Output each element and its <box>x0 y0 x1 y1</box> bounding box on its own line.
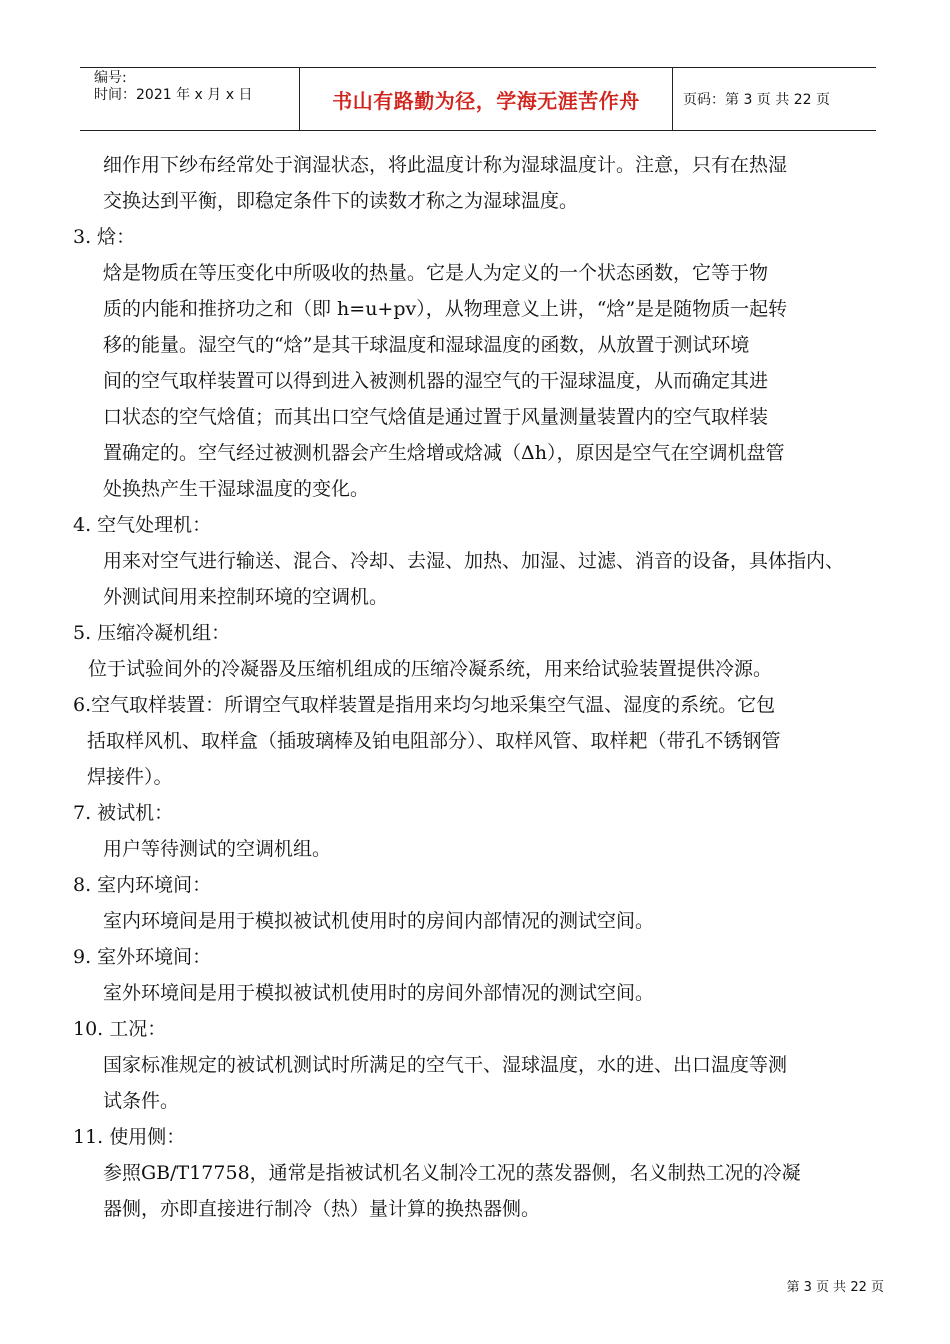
body-line: 括取样风机、取样盒（插玻璃棒及铂电阻部分）、取样风管、取样耙（带孔不锈钢管 <box>87 730 781 752</box>
page-header <box>80 67 876 131</box>
section-heading: 8. 室内环境间： <box>73 874 212 896</box>
body-line: 国家标准规定的被试机测试时所满足的空气干、湿球温度，水的进、出口温度等测 <box>103 1054 788 1076</box>
body-line: 参照GB/T17758，通常是指被试机名义制冷工况的蒸发器侧，名义制热工况的冷凝 <box>103 1162 801 1184</box>
body-line: 器侧，亦即直接进行制冷（热）量计算的换热器侧。 <box>103 1198 541 1220</box>
body-line: 室内环境间是用于模拟被试机使用时的房间内部情况的测试空间。 <box>103 910 655 932</box>
page-footer: 第 3 页 共 22 页 <box>786 1280 884 1295</box>
body-line: 处换热产生干湿球温度的变化。 <box>103 478 370 500</box>
document-date: 时间：2021 年 x 月 x 日 <box>94 87 253 103</box>
section-heading: 7. 被试机： <box>73 802 174 824</box>
header-meta <box>80 68 300 130</box>
body-line: 口状态的空气焓值；而其出口空气焓值是通过置于风量测量装置内的空气取样装 <box>103 406 769 428</box>
body-line: 移的能量。湿空气的“焓”是其干球温度和湿球温度的函数，从放置于测试环境 <box>103 334 750 356</box>
header-motto: 书山有路勤为径，学海无涯苦作舟 <box>300 68 673 130</box>
body-line: 质的内能和推挤功之和（即 h=u+pv），从物理意义上讲，“焓”是是随物质一起转 <box>103 298 788 320</box>
section-heading: 5. 压缩冷凝机组： <box>73 622 231 644</box>
body-line: 间的空气取样装置可以得到进入被测机器的湿空气的干湿球温度，从而确定其进 <box>103 370 769 392</box>
body-line: 交换达到平衡，即稳定条件下的读数才称之为湿球温度。 <box>103 190 579 212</box>
body-line: 细作用下纱布经常处于润湿状态，将此温度计称为湿球温度计。注意，只有在热湿 <box>103 154 788 176</box>
body-line: 位于试验间外的冷凝器及压缩机组成的压缩冷凝系统，用来给试验装置提供冷源。 <box>88 658 773 680</box>
body-line: 用户等待测试的空调机组。 <box>103 838 332 860</box>
document-body <box>73 147 893 1227</box>
section-heading: 11. 使用侧： <box>73 1126 186 1148</box>
body-line: 室外环境间是用于模拟被试机使用时的房间外部情况的测试空间。 <box>103 982 655 1004</box>
section-heading: 4. 空气处理机： <box>73 514 212 536</box>
section-heading: 10. 工况： <box>73 1018 167 1040</box>
body-line: 用来对空气进行输送、混合、冷却、去湿、加热、加湿、过滤、消音的设备，具体指内、 <box>103 550 845 572</box>
body-line: 外测试间用来控制环境的空调机。 <box>103 586 389 608</box>
section-heading: 3. 焓： <box>73 226 136 248</box>
body-line: 焊接件）。 <box>87 766 173 788</box>
body-line: 试条件。 <box>103 1090 180 1112</box>
header-page-number: 页码：第 3 页 共 22 页 <box>683 92 830 108</box>
body-line: 置确定的。空气经过被测机器会产生焓增或焓减（Δh），原因是空气在空调机盘管 <box>103 442 785 464</box>
section-heading: 6.空气取样装置：所谓空气取样装置是指用来均匀地采集空气温、湿度的系统。它包 <box>73 694 776 716</box>
document-number-label: 编号: <box>94 70 127 86</box>
section-heading: 9. 室外环境间： <box>73 946 212 968</box>
body-line: 焓是物质在等压变化中所吸收的热量。它是人为定义的一个状态函数，它等于物 <box>103 262 769 284</box>
